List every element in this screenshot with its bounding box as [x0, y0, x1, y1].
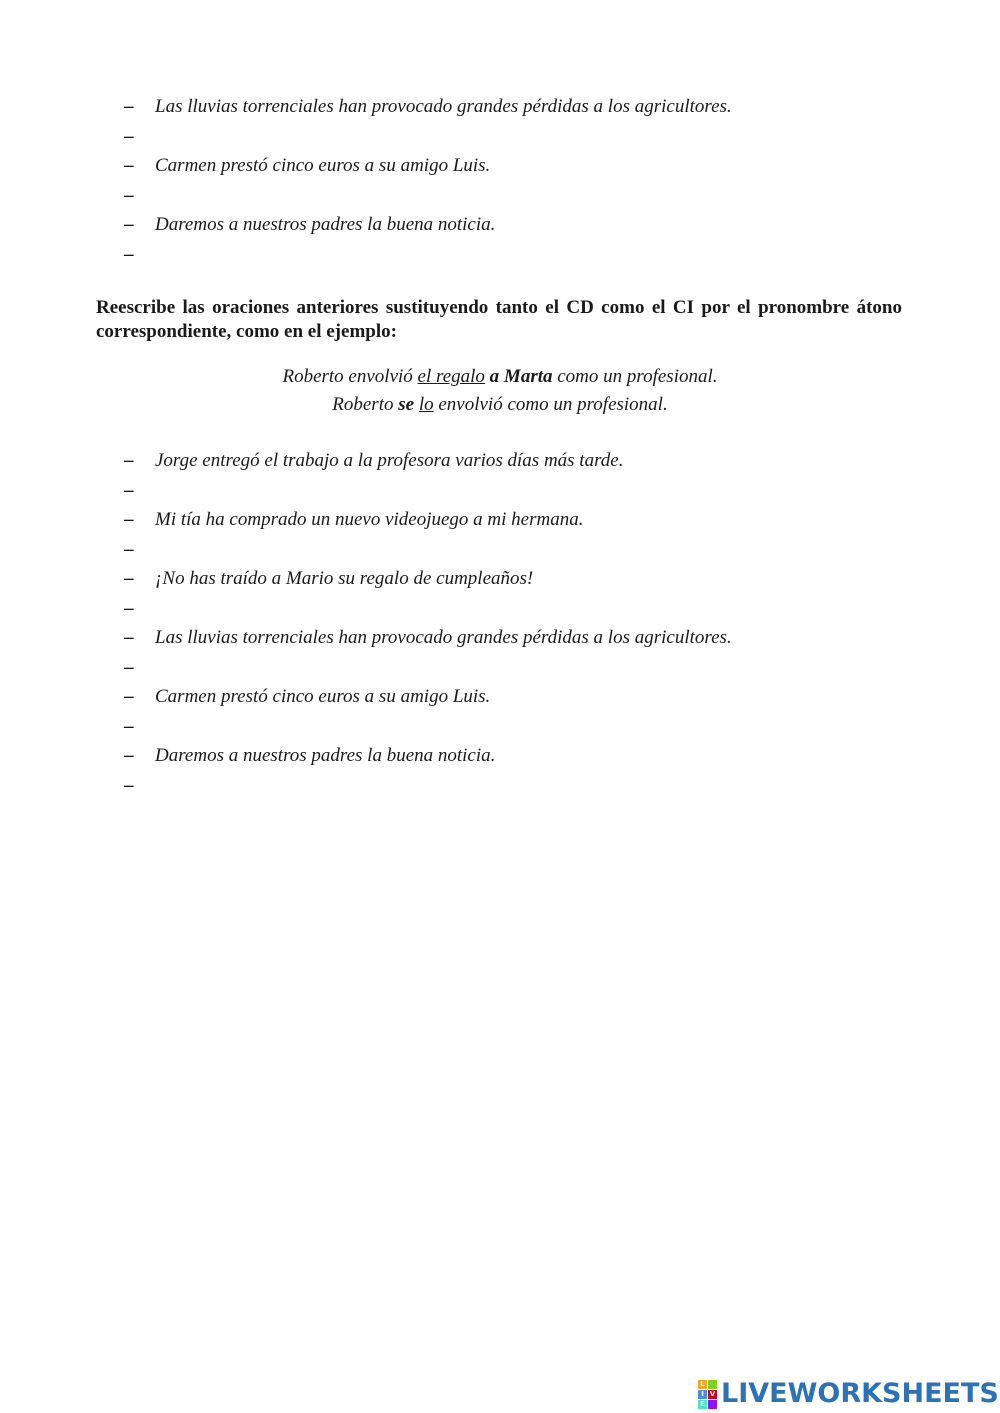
answer-line[interactable] — [0, 539, 1000, 569]
example-line-original — [0, 366, 1000, 388]
sentence-text: ¡No has traído a Mario su regalo de cumpleaños! — [155, 568, 534, 589]
answer-line[interactable] — [0, 775, 1000, 805]
exercise-instruction: Reescribe las oraciones anteriores sustituyendo tanto el CD como el CI por el pronombre átono correspondiente, como en el ejemplo: — [96, 297, 902, 342]
dash-bullet: – — [124, 244, 134, 265]
dash-bullet: – — [124, 96, 134, 117]
example-text: Roberto envolvió — [282, 366, 418, 387]
logo-cell — [708, 1380, 717, 1389]
logo-cell: L — [698, 1380, 707, 1389]
dash-bullet: – — [124, 214, 134, 235]
dash-bullet: – — [124, 745, 134, 766]
logo-cell: I — [698, 1390, 707, 1399]
answer-line[interactable] — [0, 126, 1000, 156]
list-item — [0, 155, 1000, 185]
example-ci-pronoun-bold: se — [398, 394, 415, 415]
sentence-text: Las lluvias torrenciales han provocado grandes pérdidas a los agricultores. — [155, 627, 732, 648]
example-ci-bold: a Marta — [489, 366, 553, 387]
dash-bullet: – — [124, 716, 134, 737]
dash-bullet: – — [124, 450, 134, 471]
logo-cell — [708, 1400, 717, 1409]
sentence-text: Carmen prestó cinco euros a su amigo Luis. — [155, 686, 491, 707]
dash-bullet: – — [124, 775, 134, 796]
answer-line[interactable] — [0, 657, 1000, 687]
sentence-text: Daremos a nuestros padres la buena noticia. — [155, 214, 496, 235]
dash-bullet: – — [124, 686, 134, 707]
logo-grid-icon — [698, 1380, 717, 1409]
dash-bullet: – — [124, 568, 134, 589]
logo-wordmark: LIVEWORKSHEETS — [721, 1378, 999, 1409]
sentence-text: Mi tía ha comprado un nuevo videojuego a mi hermana. — [155, 509, 584, 530]
logo-cell: V — [709, 1389, 716, 1398]
list-item — [0, 96, 1000, 126]
answer-line[interactable] — [0, 185, 1000, 215]
dash-bullet: – — [124, 598, 134, 619]
dash-bullet: – — [124, 627, 134, 648]
sentence-text: Las lluvias torrenciales han provocado grandes pérdidas a los agricultores. — [155, 96, 732, 117]
example-text: Roberto — [332, 394, 399, 415]
sentence-text: Carmen prestó cinco euros a su amigo Luis. — [155, 155, 491, 176]
sentence-text: Jorge entregó el trabajo a la profesora varios días más tarde. — [155, 450, 624, 471]
sentence-text: Daremos a nuestros padres la buena noticia. — [155, 745, 496, 766]
list-item — [0, 686, 1000, 716]
list-item — [0, 214, 1000, 244]
answer-line[interactable] — [0, 716, 1000, 746]
list-item — [0, 509, 1000, 539]
dash-bullet: – — [124, 126, 134, 147]
dash-bullet: – — [124, 155, 134, 176]
dash-bullet: – — [124, 657, 134, 678]
list-item — [0, 627, 1000, 657]
example-cd-underlined: el regalo — [417, 366, 485, 387]
dash-bullet: – — [124, 509, 134, 530]
list-item — [0, 568, 1000, 598]
example-cd-pronoun-underlined: lo — [418, 394, 434, 415]
answer-line[interactable] — [0, 244, 1000, 274]
example-line-rewritten — [0, 394, 1000, 416]
dash-bullet: – — [124, 539, 134, 560]
example-text: envolvió como un profesional. — [433, 394, 668, 415]
dash-bullet: – — [124, 185, 134, 206]
list-item — [0, 450, 1000, 480]
logo-cell: E — [698, 1400, 707, 1409]
example-text: como un profesional. — [552, 366, 718, 387]
answer-line[interactable] — [0, 480, 1000, 510]
answer-line[interactable] — [0, 598, 1000, 628]
list-item — [0, 745, 1000, 775]
dash-bullet: – — [124, 480, 134, 501]
liveworksheets-logo — [698, 1380, 999, 1408]
